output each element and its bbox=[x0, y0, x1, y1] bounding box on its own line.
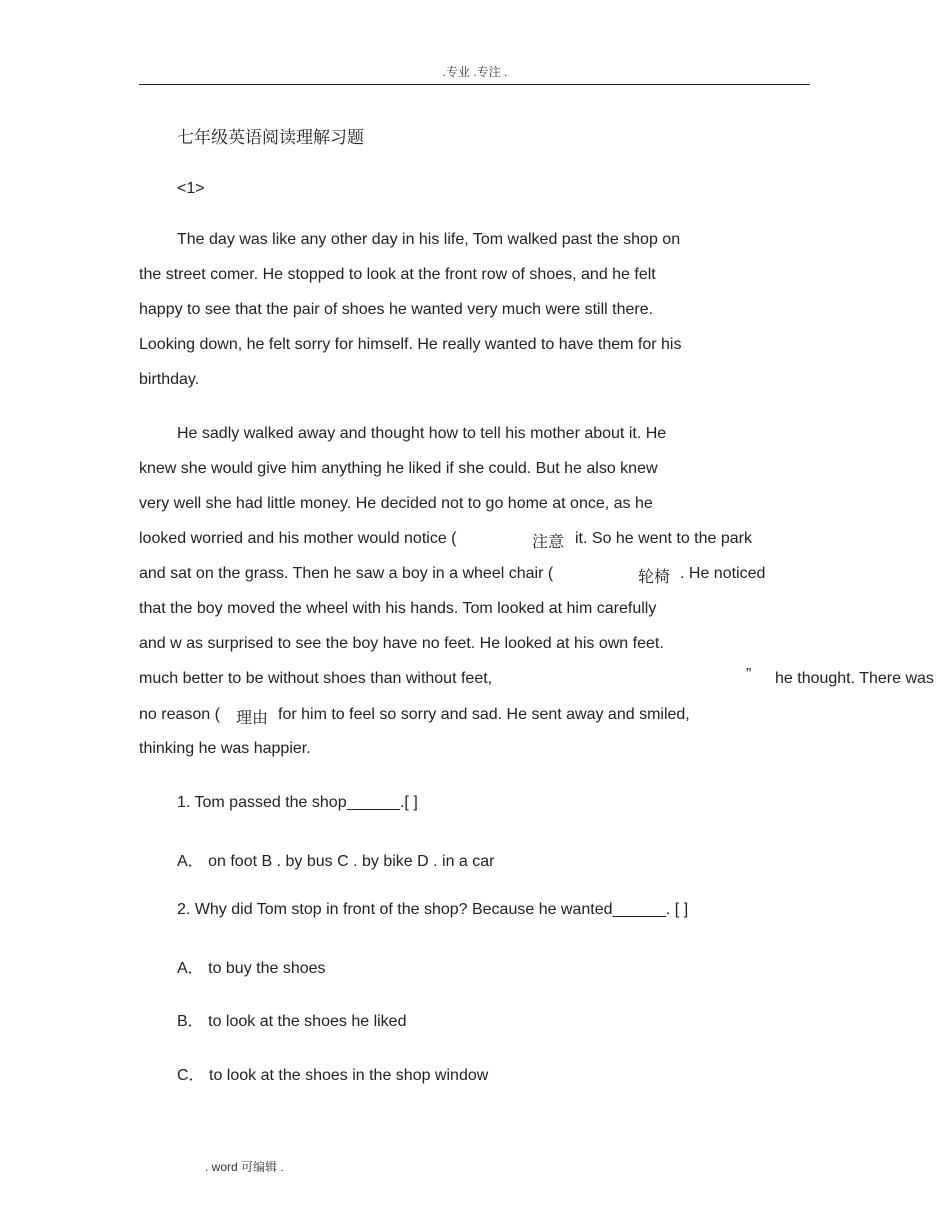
passage-line: that the boy moved the wheel with his hands. Tom looked at him carefully bbox=[139, 600, 657, 617]
passage-line: Looking down, he felt sorry for himself. He really wanted to have them for his bbox=[139, 336, 682, 353]
passage-line: looked worried and his mother would notice ( bbox=[139, 530, 457, 547]
header-divider bbox=[139, 84, 810, 85]
page-header: .专业 .专注 . bbox=[442, 65, 508, 79]
passage-line: knew she would give him anything he liked if she could. But he also knew bbox=[139, 460, 658, 477]
section-number: <1> bbox=[177, 180, 205, 197]
passage-line: much better to be without shoes than without feet, bbox=[139, 670, 493, 687]
question-2-option-b: B． to look at the shoes he liked bbox=[177, 1013, 407, 1030]
question-2-option-a: A． to buy the shoes bbox=[177, 960, 326, 977]
chinese-gloss: 轮椅 bbox=[638, 567, 671, 586]
chinese-gloss: 注意 bbox=[532, 532, 565, 551]
passage-line: and w as surprised to see the boy have no feet. He looked at his own feet. bbox=[139, 635, 664, 652]
document-title: 七年级英语阅读理解习题 bbox=[177, 128, 364, 148]
passage-line: it. So he went to the park bbox=[575, 530, 752, 547]
passage-line: he thought. There was bbox=[775, 670, 934, 687]
passage-line: thinking he was happier. bbox=[139, 740, 311, 757]
passage-line: . He noticed bbox=[680, 565, 766, 582]
passage-line: birthday. bbox=[139, 371, 200, 388]
passage-line: the street comer. He stopped to look at the front row of shoes, and he felt bbox=[139, 266, 656, 283]
question-2: 2. Why did Tom stop in front of the shop? Because he wanted______. [ ] bbox=[177, 901, 689, 918]
question-1-options: A． on foot B . by bus C . by bike D . in a car bbox=[177, 853, 495, 870]
passage-line: He sadly walked away and thought how to tell his mother about it. He bbox=[177, 425, 667, 442]
question-1: 1. Tom passed the shop______.[ ] bbox=[177, 794, 418, 811]
chinese-gloss: 理由 bbox=[236, 708, 269, 727]
passage-line: no reason ( bbox=[139, 706, 220, 723]
passage-line: and sat on the grass. Then he saw a boy in a wheel chair ( bbox=[139, 565, 554, 582]
passage-line: happy to see that the pair of shoes he wanted very much were still there. bbox=[139, 301, 654, 318]
passage-line: for him to feel so sorry and sad. He sent away and smiled, bbox=[278, 706, 690, 723]
page-footer: . word 可编辑 . bbox=[205, 1160, 284, 1174]
passage-line: The day was like any other day in his life, Tom walked past the shop on bbox=[177, 231, 681, 248]
passage-line: very well she had little money. He decided not to go home at once, as he bbox=[139, 495, 653, 512]
question-2-option-c: C． to look at the shoes in the shop window bbox=[177, 1067, 489, 1084]
closing-quote: ” bbox=[746, 666, 752, 683]
